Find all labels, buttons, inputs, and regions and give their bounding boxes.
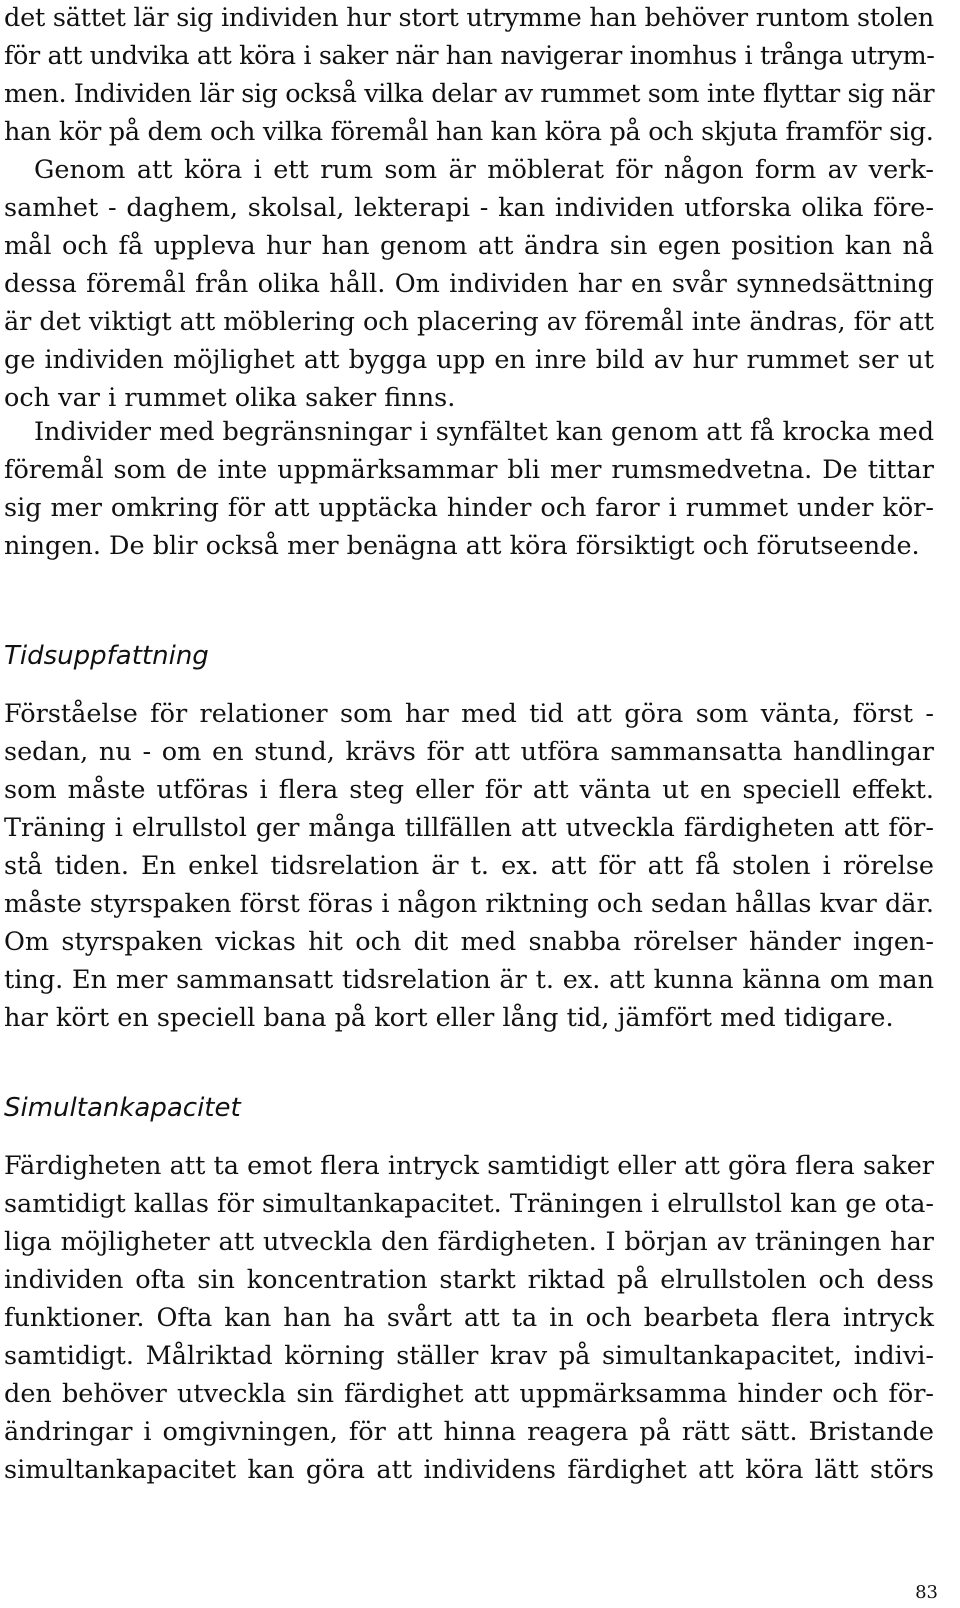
body-line: Förståelse för relationer som har med tid att göra som vänta, först -	[4, 699, 934, 729]
body-line: ge individen möjlighet att bygga upp en inre bild av hur rummet ser ut	[4, 345, 934, 375]
body-line: men. Individen lär sig också vilka delar av rummet som inte flyttar sig när	[4, 79, 935, 109]
body-line: ningen. De blir också mer benägna att köra försiktigt och förutseende.	[4, 531, 920, 561]
body-line: liga möjligheter att utveckla den färdigheten. I början av träningen har	[4, 1227, 934, 1257]
section-heading-simultankapacitet: Simultankapacitet	[4, 1093, 241, 1123]
body-line-indented: Individer med begränsningar i synfältet kan genom att få krocka med	[34, 417, 934, 447]
body-line: har kört en speciell bana på kort eller lång tid, jämfört med tidigare.	[4, 1003, 894, 1033]
body-line: mål och få uppleva hur han genom att ändra sin egen position kan nå	[4, 231, 934, 261]
body-line: simultankapacitet kan göra att individens färdighet att köra lätt störs	[4, 1455, 934, 1485]
body-line: måste styrspaken först föras i någon riktning och sedan hållas kvar där.	[4, 889, 934, 919]
body-line: sedan, nu - om en stund, krävs för att utföra sammansatta handlingar	[4, 737, 934, 767]
body-line: Om styrspaken vickas hit och dit med snabba rörelser händer ingen-	[4, 927, 934, 957]
body-line: ting. En mer sammansatt tidsrelation är t. ex. att kunna känna om man	[4, 965, 934, 995]
body-line: Färdigheten att ta emot flera intryck samtidigt eller att göra flera saker	[4, 1151, 934, 1181]
body-line: samtidigt kallas för simultankapacitet. Träningen i elrullstol kan ge ota-	[4, 1189, 934, 1219]
body-line: ändringar i omgivningen, för att hinna reagera på rätt sätt. Bristande	[4, 1417, 934, 1447]
body-line: stå tiden. En enkel tidsrelation är t. ex. att för att få stolen i rörelse	[4, 851, 934, 881]
body-line: samhet - daghem, skolsal, lekterapi - kan individen utforska olika före-	[4, 193, 934, 223]
section-heading-tidsuppfattning: Tidsuppfattning	[4, 641, 209, 671]
body-line: för att undvika att köra i saker när han navigerar inomhus i trånga utrym-	[4, 41, 935, 71]
page-number: 83	[915, 1582, 938, 1603]
body-line: som måste utföras i flera steg eller för att vänta ut en speciell effekt.	[4, 775, 934, 805]
body-line: sig mer omkring för att upptäcka hinder och faror i rummet under kör-	[4, 493, 934, 523]
body-line: det sättet lär sig individen hur stort utrymme han behöver runtom stolen	[4, 3, 934, 33]
body-line-indented: Genom att köra i ett rum som är möblerat för någon form av verk-	[34, 155, 934, 185]
body-line: den behöver utveckla sin färdighet att uppmärksamma hinder och för-	[4, 1379, 934, 1409]
body-line: individen ofta sin koncentration starkt riktad på elrullstolen och dess	[4, 1265, 934, 1295]
body-line: samtidigt. Målriktad körning ställer krav på simultankapacitet, indivi-	[4, 1341, 934, 1371]
body-line: dessa föremål från olika håll. Om individen har en svår synnedsättning	[4, 269, 934, 299]
body-line: föremål som de inte uppmärksammar bli mer rumsmedvetna. De tittar	[4, 455, 934, 485]
body-line: han kör på dem och vilka föremål han kan köra på och skjuta framför sig.	[4, 117, 934, 147]
body-line: funktioner. Ofta kan han ha svårt att ta in och bearbeta flera intryck	[4, 1303, 934, 1333]
body-line: Träning i elrullstol ger många tillfällen att utveckla färdigheten att för-	[4, 813, 934, 843]
body-line: är det viktigt att möblering och placering av föremål inte ändras, för att	[4, 307, 934, 337]
body-line: och var i rummet olika saker finns.	[4, 383, 456, 413]
